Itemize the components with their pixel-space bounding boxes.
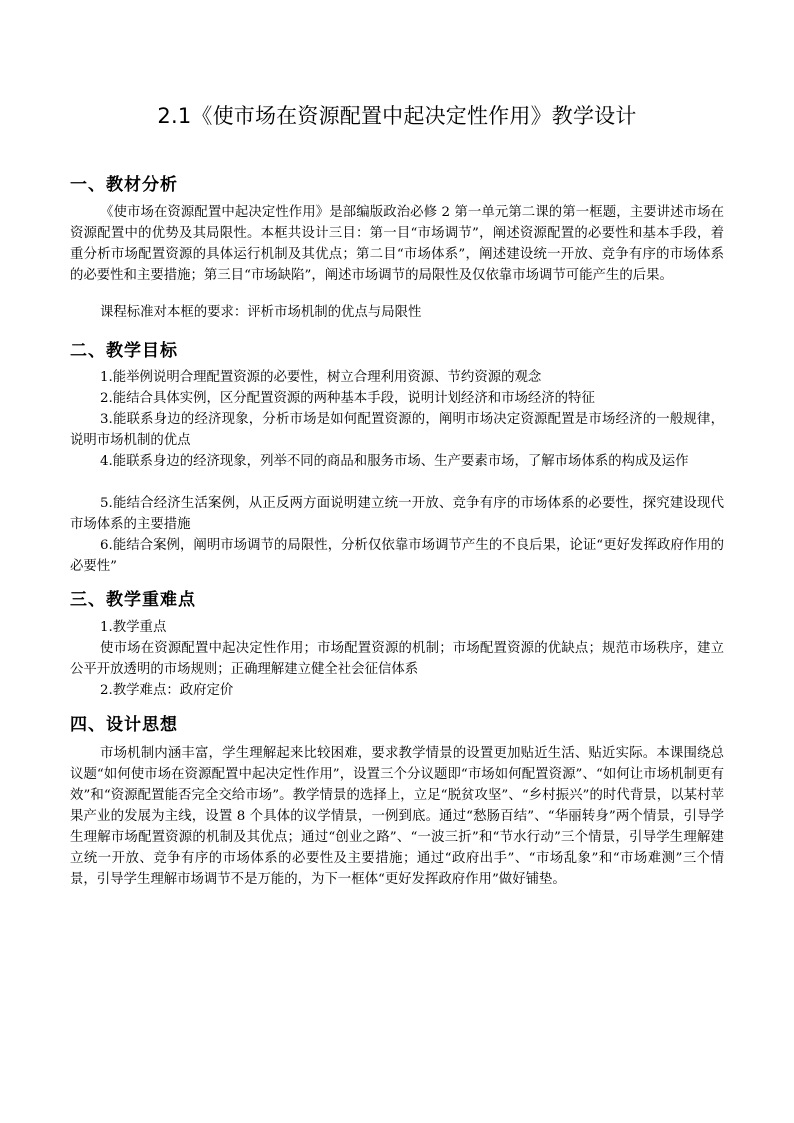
goal-item-2: 2.能结合具体实例，区分配置资源的两种基本手段，说明计划经济和市场经济的特征 bbox=[100, 391, 595, 406]
key-points-text: 使市场在资源配置中起决定性作用；市场配置资源的机制；市场配置资源的优缺点；规范市场秩序，建立公平开放透明的市场规则；正确理解建立健全社会征信体系 bbox=[70, 641, 724, 677]
section-heading-textbook-analysis: 一、教材分析 bbox=[70, 175, 178, 195]
section-heading-design-thinking: 四、设计思想 bbox=[70, 715, 178, 735]
goal-item-1: 1.能举例说明合理配置资源的必要性，树立合理利用资源、节约资源的观念 bbox=[100, 370, 542, 385]
section-heading-key-difficulties: 三、教学重难点 bbox=[70, 590, 196, 610]
goal-item-3: 3.能联系身边的经济现象，分析市场是如何配置资源的，阐明市场决定资源配置是市场经济的一般规律，说明市场机制的优点 bbox=[70, 412, 724, 448]
goal-item-6: 6.能结合案例，阐明市场调节的局限性，分析仅依靠市场调节产生的不良后果，论证“更好发挥政府作用的必要性” bbox=[70, 538, 724, 574]
paragraph-curriculum-standard: 课程标准对本框的要求：评析市场机制的优点与局限性 bbox=[100, 305, 422, 320]
document-title: 2.1《使市场在资源配置中起决定性作用》教学设计 bbox=[157, 104, 637, 128]
goal-item-5: 5.能结合经济生活案例，从正反两方面说明建立统一开放、竞争有序的市场体系的必要性，探究建设现代市场体系的主要措施 bbox=[70, 496, 724, 532]
difficulty-text: 2.教学难点：政府定价 bbox=[100, 683, 234, 698]
paragraph-textbook-analysis: 《使市场在资源配置中起决定性作用》是部编版政治必修 2 第一单元第二课的第一框题，主要讲述市场在资源配置中的优势及其局限性。本框共设计三目：第一目“市场调节”，阐述资源配置的必要性和基本手段，着重分析市场配置资源的具体运行机制及其优点；第二目“市场体系”，阐述建设统一开放、竞争有序的市场体系的必要性和主要措施；第三目“市场缺陷”，阐述市场调节的局限性及仅依靠市场调节可能产生的后果。 bbox=[70, 205, 724, 283]
paragraph-design-thinking: 市场机制内涵丰富，学生理解起来比较困难，要求教学情景的设置更加贴近生活、贴近实际。本课围绕总议题“如何使市场在资源配置中起决定性作用”，设置三个分议题即“市场如何配置资源”、“如何让市场机制更有效”和“资源配置能否完全交给市场”。教学情景的选择上，立足“脱贫攻坚”、“乡村振兴”的时代背景，以某村苹果产业的发展为主线，设置 8 个具体的议学情景，一例到底。通过“愁肠百结”、“华丽转身”两个情景，引导学生理解市场配置资源的机制及其优点；通过“创业之路”、“一波三折”和“节水行动”三个情景，引导学生理解建立统一开放、竞争有序的市场体系的必要性及主要措施；通过“政府出手”、“市场乱象”和“市场难测”三个情景，引导学生理解市场调节不是万能的，为下一框体“更好发挥政府作用”做好铺垫。 bbox=[70, 746, 724, 887]
goal-item-4: 4.能联系身边的经济现象，列举不同的商品和服务市场、生产要素市场，了解市场体系的构成及运作 bbox=[100, 454, 689, 469]
key-points-label: 1.教学重点 bbox=[100, 620, 167, 635]
section-heading-teaching-goals: 二、教学目标 bbox=[70, 341, 178, 361]
